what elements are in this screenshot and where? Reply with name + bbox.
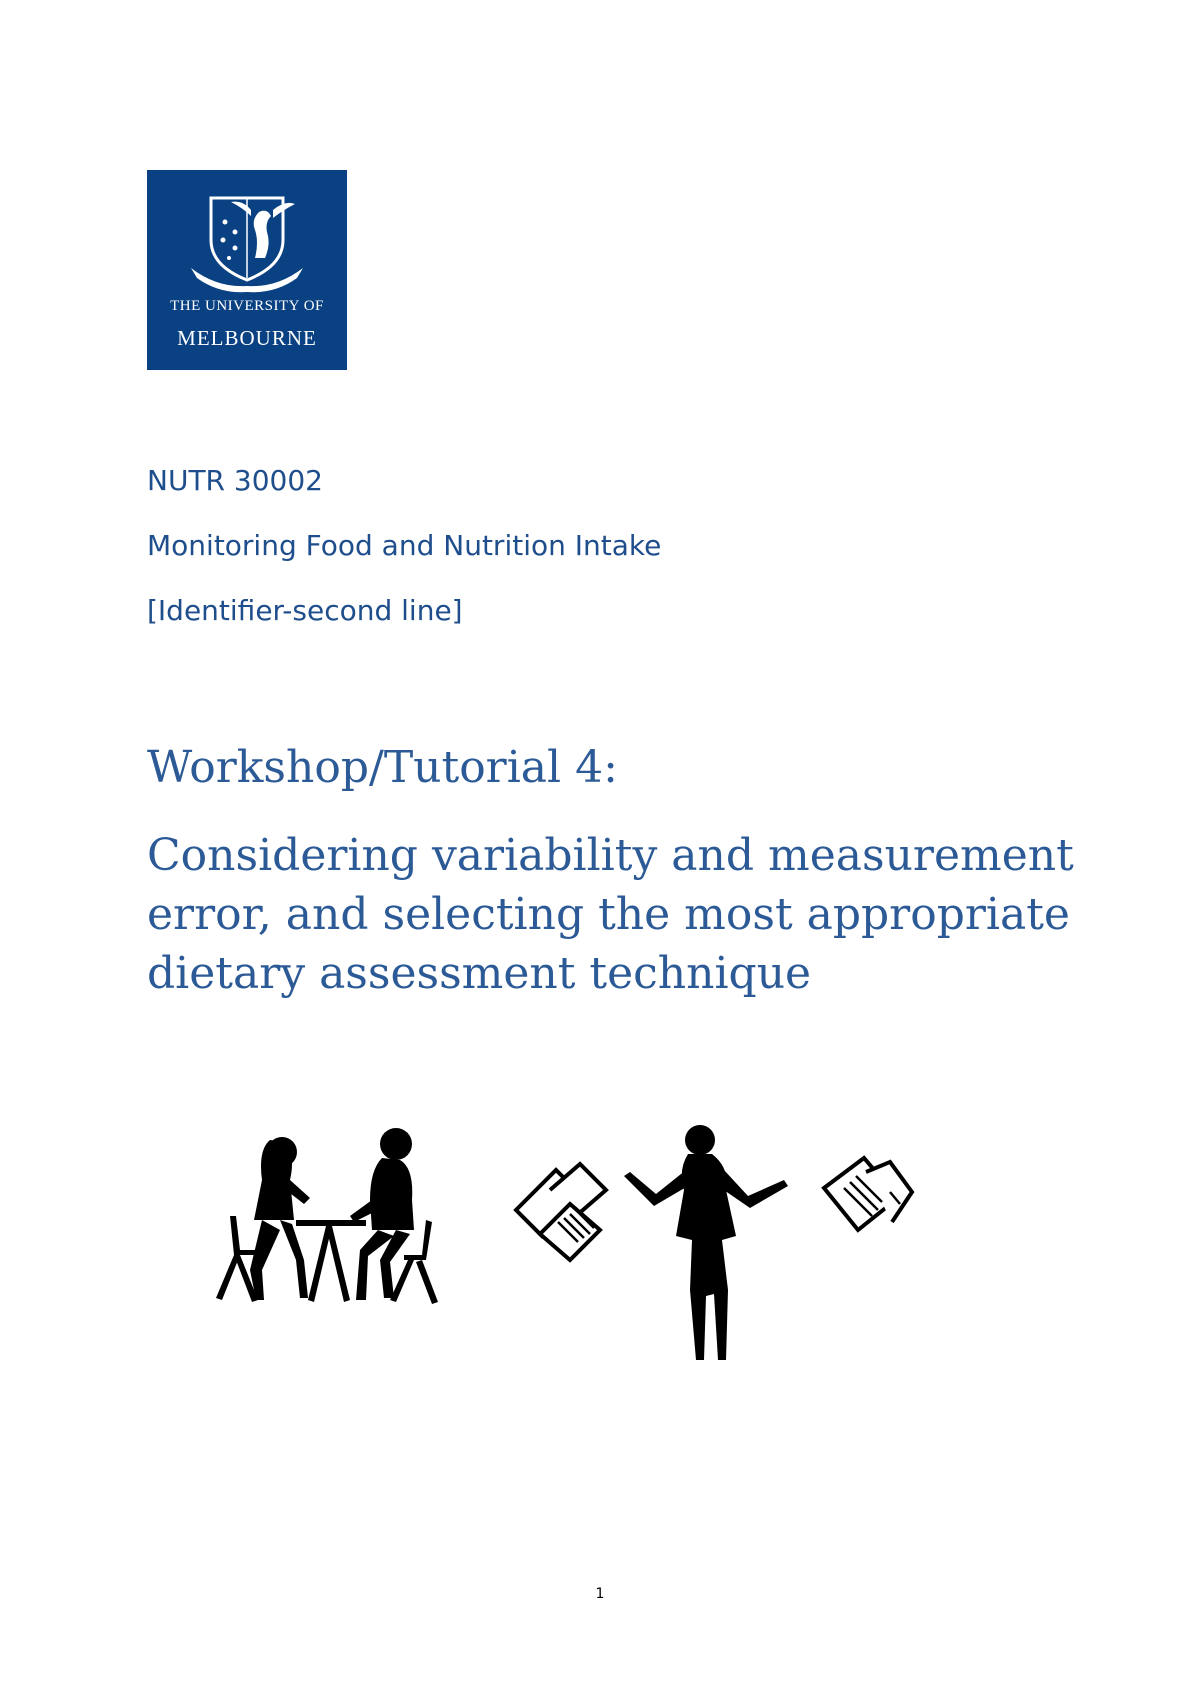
documents-icon xyxy=(824,1158,912,1230)
page-number: 1 xyxy=(595,1586,605,1602)
workshop-subtitle: Considering variability and measurement error, and selecting the most appropriate dietary assessment technique xyxy=(147,830,1074,999)
subject-name: Monitoring Food and Nutrition Intake xyxy=(147,529,662,562)
identifier-line: [Identifier-second line] xyxy=(147,594,463,627)
logo-line-2: MELBOURNE xyxy=(177,326,317,350)
university-logo xyxy=(147,170,347,370)
shrugging-woman-icon xyxy=(624,1125,788,1360)
couple-at-table-icon xyxy=(216,1128,438,1304)
workshop-title: Workshop/Tutorial 4: xyxy=(147,742,618,793)
illustration xyxy=(200,1120,1000,1380)
subject-code: NUTR 30002 xyxy=(147,464,323,497)
documents-icon xyxy=(516,1164,606,1260)
logo-line-1: THE UNIVERSITY OF xyxy=(170,298,324,314)
